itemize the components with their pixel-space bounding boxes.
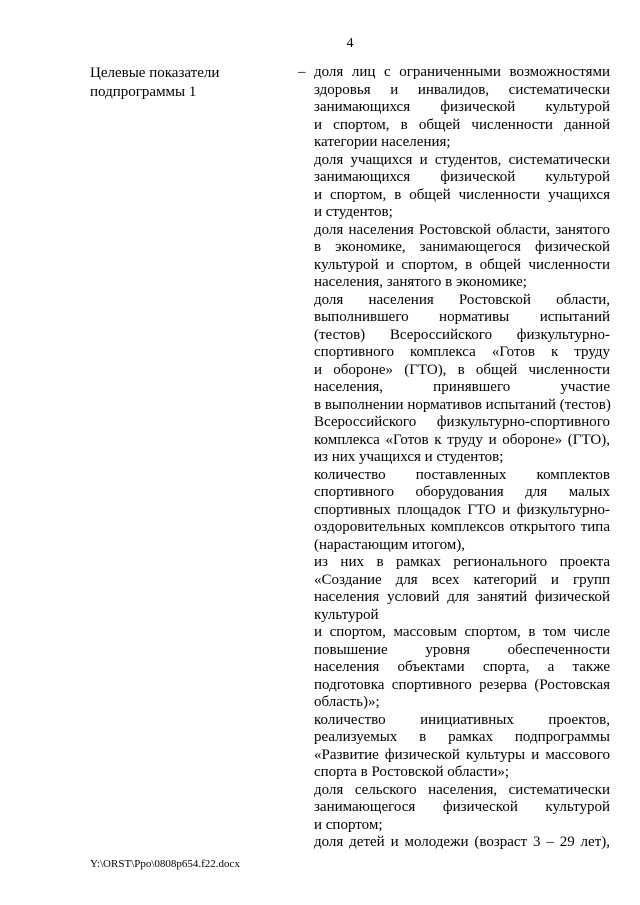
text-line: доля сельского населения, систематически: [314, 781, 610, 798]
indicator-paragraph: [314, 554, 610, 624]
text-line: и студентов;: [314, 204, 393, 220]
text-line: подготовка спортивного резерва (Ростовская: [314, 676, 610, 693]
indicator-paragraph: [314, 222, 610, 292]
indicator-paragraph: [314, 152, 610, 222]
section-label: [90, 64, 219, 101]
text-line: и спортом;: [314, 816, 383, 833]
text-line: занимающегося физической культурой: [314, 799, 610, 815]
text-line: область)»;: [314, 694, 380, 710]
text-line: населения, принявшего участие: [314, 379, 610, 395]
text-line: комплекса «Готов к труду и обороне» (ГТО),: [314, 431, 610, 448]
text-line: из них учащихся и студентов;: [314, 449, 504, 465]
text-line: категории населения;: [314, 134, 451, 150]
text-line: и спортом, в общей численности данной: [314, 116, 610, 133]
text-line: в выполнении нормативов испытаний (тестов): [314, 396, 611, 413]
text-line: и спортом, в общей численности учащихся: [314, 186, 610, 203]
text-line: количество инициативных проектов,: [314, 711, 610, 728]
text-line: культурой: [314, 606, 379, 623]
indicator-paragraph: [314, 292, 610, 467]
text-line: занимающихся физической культурой: [314, 99, 610, 115]
text-line: населения условий для занятий физической: [314, 589, 610, 605]
section-label-line: Целевые показатели: [90, 65, 220, 81]
text-line: повышение уровня обеспеченности: [314, 641, 610, 658]
text-line: «Создание для всех категорий и групп: [314, 571, 610, 588]
text-line: Всероссийского физкультурно-спортивного: [314, 414, 610, 430]
text-line: спорта в Ростовской области»;: [314, 764, 510, 780]
text-line: в экономике, занимающегося физической: [314, 239, 610, 255]
text-line: (тестов) Всероссийского физкультурно-: [314, 326, 610, 343]
text-line: и обороне» (ГТО), в общей численности: [314, 361, 610, 378]
indicator-paragraph: [314, 624, 610, 712]
text-line: спортивного комплекса «Готов к труду: [314, 344, 610, 360]
text-line: выполнившего нормативы испытаний: [314, 309, 610, 325]
text-line: «Развитие физической культуры и массового: [314, 746, 610, 763]
text-line: количество поставленных комплектов: [314, 466, 610, 483]
text-line: реализуемых в рамках подпрограммы: [314, 729, 610, 745]
indicator-paragraph: [314, 782, 610, 835]
text-line: населения, занятого в экономике;: [314, 274, 527, 290]
text-line: оздоровительных комплексов открытого типа: [314, 519, 610, 535]
text-line: здоровья и инвалидов, систематически: [314, 81, 610, 98]
text-line: населения объектами спорта, а также: [314, 659, 610, 675]
text-line: (нарастающим итогом),: [314, 536, 466, 553]
text-line: культурой и спортом, в общей численности: [314, 256, 610, 273]
text-line: спортивных площадок ГТО и физкультурно-: [314, 501, 610, 518]
page-number: 4: [346, 36, 354, 51]
section-label-line: подпрограммы 1: [90, 83, 197, 100]
text-line: занимающихся физической культурой: [314, 169, 610, 185]
file-path-footer: Y:\ORST\Ppo\0808p654.f22.docx: [90, 858, 240, 870]
indicator-paragraph: [314, 64, 610, 152]
indicator-paragraph: [314, 834, 610, 852]
indicator-list: [314, 64, 610, 852]
text-line: доля населения Ростовской области, занятого: [314, 221, 610, 238]
text-line: доля детей и молодежи (возраст 3 – 29 лет),: [314, 834, 610, 850]
indicator-paragraph: [314, 712, 610, 782]
text-line: из них в рамках регионального проекта: [314, 554, 610, 570]
text-line: и спортом, массовым спортом, в том числе: [314, 624, 610, 640]
indicator-paragraph: [314, 467, 610, 555]
text-line: доля учащихся и студентов, систематически: [314, 151, 610, 168]
list-dash: –: [298, 64, 306, 80]
text-line: доля населения Ростовской области,: [314, 291, 610, 308]
text-line: спортивного оборудования для малых: [314, 484, 610, 500]
text-line: доля лиц с ограниченными возможностями: [314, 64, 610, 80]
